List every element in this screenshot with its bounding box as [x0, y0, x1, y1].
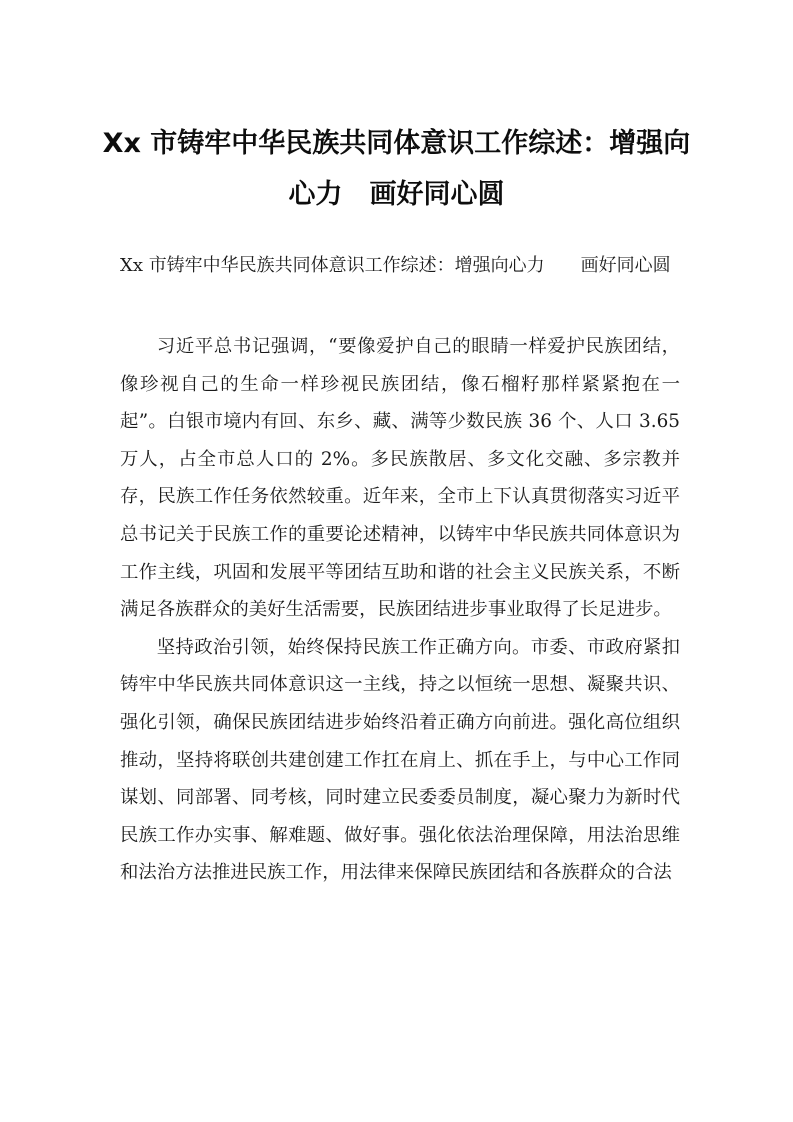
body-paragraph-1: 习近平总书记强调，“要像爱护自己的眼睛一样爱护民族团结，像珍视自己的生命一样珍视民族团结，像石榴籽那样紧紧抱在一起”。白银市境内有回、东乡、藏、满等少数民族 36 个、人口 3.65 万人，占全市总人口的 2%。多民族散居、多文化交融、多宗教并存，民族工作任务依然较重。近年来，全市上下认真贯彻落实习近平总书记关于民族工作的重要论述精神，以铸牢中华民族共同体意识为工作主线，巩固和发展平等团结互助和谐的社会主义民族关系，不断满足各族群众的美好生活需要，民族团结进步事业取得了长足进步。: [120, 336, 680, 621]
document-title: Xx 市铸牢中华民族共同体意识工作综述：增强向心力 画好同心圆: [102, 128, 691, 210]
body-paragraph-2: 坚持政治引领，始终保持民族工作正确方向。市委、市政府紧扣铸牢中华民族共同体意识这一主线，持之以恒统一思想、凝聚共识、强化引领，确保民族团结进步始终沿着正确方向前进。强化高位组织推动，坚持将联创共建创建工作扛在肩上、抓在手上，与中心工作同谋划、同部署、同考核，同时建立民委委员制度，凝心聚力为新时代民族工作办实事、解难题、做好事。强化依法治理保障，用法治思维和法治方法推进民族工作，用法律来保障民族团结和各族群众的合法: [120, 636, 680, 884]
document-body: [120, 328, 680, 892]
document-subtitle: Xx 市铸牢中华民族共同体意识工作综述：增强向心力 画好同心圆: [120, 255, 671, 276]
